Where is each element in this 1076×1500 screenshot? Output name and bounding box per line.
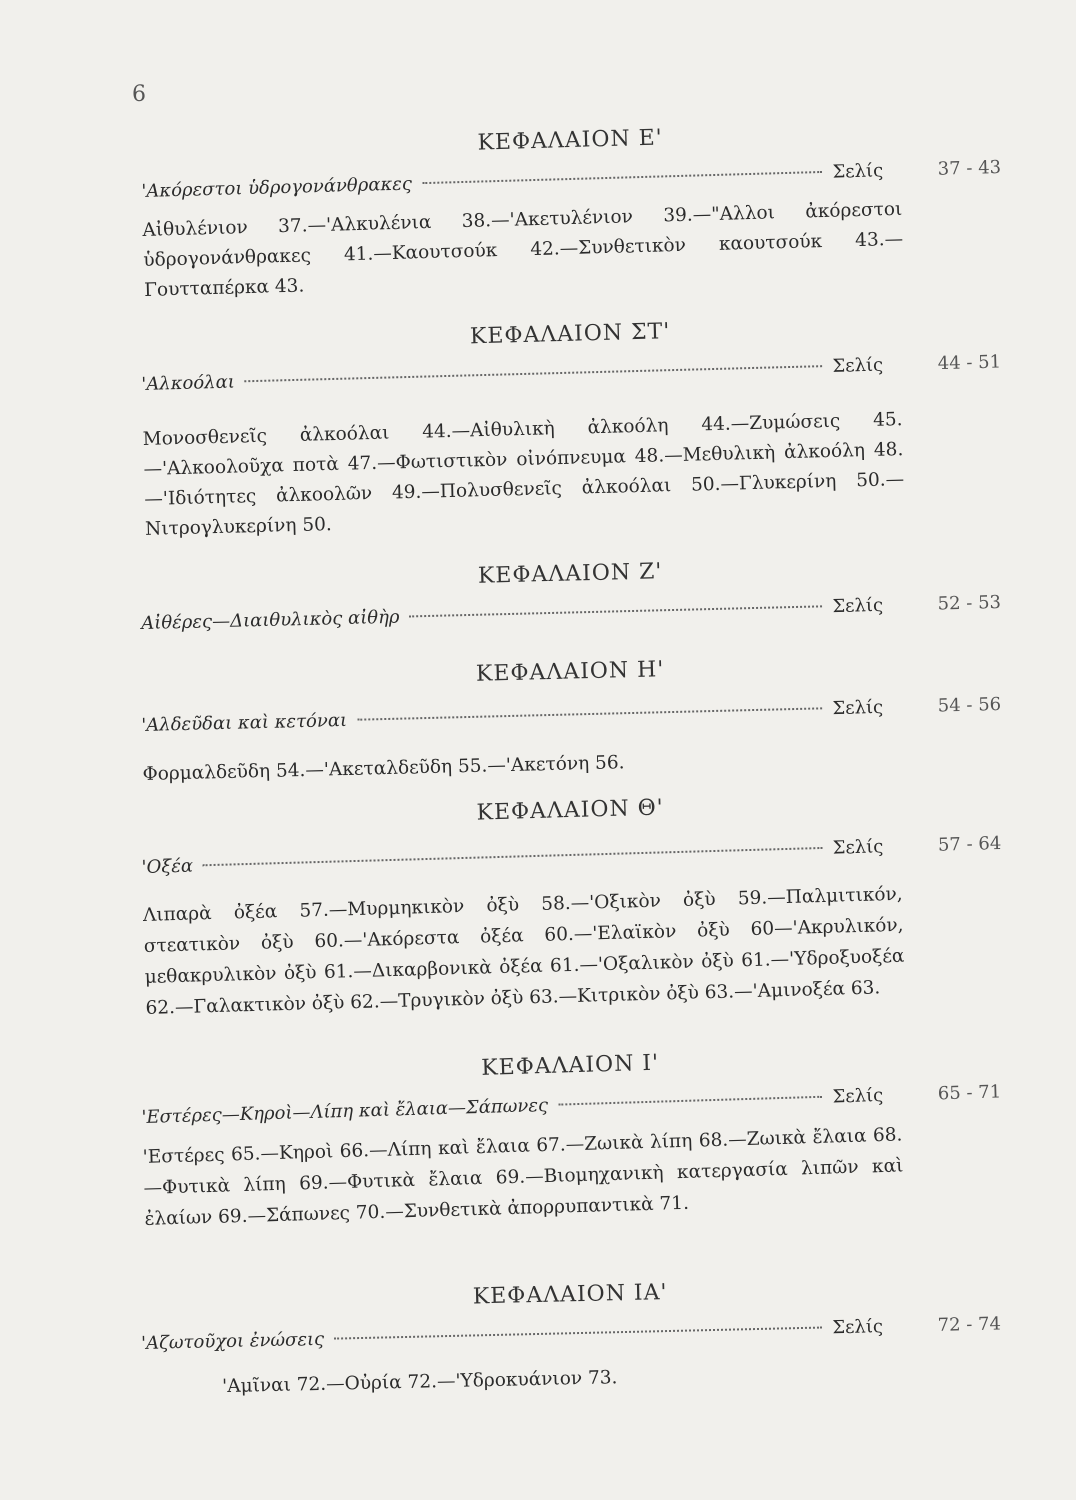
pages-range: 54 - 56 [937,693,1002,717]
entry-topic: 'Αζωτοῦχοι ἐνώσεις [140,1328,325,1354]
entry-body: 'Εστέρες 65.—Κηροὶ 66.—Λίπη καὶ ἔλαια 67.—Ζωικὰ λίπη 68.—Ζωικὰ ἔλαια 68.—Φυτικὰ λίπη 69.—Φυτικὰ ἔλαια 69.—Βιομηχανικὴ κατεργασία λιπῶν καὶ ἐλαίων 69.—Σάπωνες 70.—Συνθετικὰ ἀπορρυπαντικὰ 71. [142,1124,904,1230]
entry-body: Μονοσθενεῖς ἀλκοόλαι 44.—Αἰθυλικὴ ἀλκοόλη 44.—Ζυμώσεις 45.—'Αλκοολοῦχα ποτὰ 47.—Φωτιστικὸν οἰνόπνευμα 48.—Μεθυλικὴ ἀλκοόλη 48.—'Ιδιότητες ἀλκοολῶν 49.—Πολυσθενεῖς ἀλκοόλαι 50.—Γλυκερίνη 50.—Νιτρογλυκερίνη 50. [142,409,905,540]
chapter-title: ΚΕΦΑΛΑΙΟΝ Ε' [477,125,664,156]
pages-label: Σελίς [832,836,884,859]
chapter-ia [140,1272,1002,1403]
chapter-z [140,551,1001,634]
pages-label: Σελίς [832,354,884,377]
chapter-title: ΚΕΦΑΛΑΙΟΝ Η' [475,657,665,687]
chapter-title: ΚΕΦΑΛΑΙΟΝ Θ' [476,795,665,826]
dot-leader [422,171,823,184]
dot-leader [334,1327,822,1340]
entry-topic: Αἰθέρες—Διαιθυλικὸς αἰθὴρ [141,606,400,634]
pages-label: Σελίς [832,1084,884,1108]
entry-body: Αἰθυλένιον 37.—'Αλκυλένια 38.—'Ακετυλένιον 39.—"Αλλοι ἀκόρεστοι ὑδρογονάνθρακες 41.—Καουτσούκ 42.—Συνθετικὸν καουτσούκ 43.—Γουτταπέρκα 43. [142,198,904,301]
dot-leader [558,1096,823,1106]
chapter-th [140,786,1006,1024]
entry-topic: 'Οξέα [141,855,194,878]
chapter-title: ΚΕΦΑΛΑΙΟΝ Ι' [480,1050,660,1081]
page-number: 6 [132,82,146,107]
entry-body: Φορμαλδεῦδη 54.—'Ακεταλδεῦδη 55.—'Ακετόνη 56. [142,752,625,785]
toc-entry-line [141,833,1001,878]
dot-leader [409,605,822,617]
toc-entry-line [141,694,1001,736]
entry-topic: 'Αλκοόλαι [141,371,236,395]
pages-label: Σελίς [832,594,884,618]
pages-label: Σελίς [832,1316,884,1339]
dot-leader [203,847,823,866]
pages-range: 65 - 71 [937,1081,1002,1105]
pages-label: Σελίς [832,696,884,720]
toc-entry-line [141,351,1001,395]
pages-range: 44 - 51 [937,351,1002,375]
chapter-title: ΚΕΦΑΛΑΙΟΝ ΙΑ' [472,1280,668,1310]
entry-topic: 'Ακόρεστοι ὑδρογονάνθρακες [141,173,413,202]
toc-entry-line [141,592,1001,634]
dot-leader [245,365,823,382]
entry-topic: 'Αλδεῦδαι καὶ κετόναι [141,709,348,736]
pages-range: 37 - 43 [937,156,1002,180]
pages-label: Σελίς [832,160,884,183]
chapter-title: ΚΕΦΑΛΑΙΟΝ ΣΤ' [469,319,671,350]
entry-body: 'Αμῖναι 72.—Οὐρία 72.—'Υδροκυάνιον 73. [221,1367,618,1398]
chapter-e [140,116,1004,306]
toc-entry-line [141,1313,1001,1354]
chapter-title: ΚΕΦΑΛΑΙΟΝ Ζ' [477,559,663,589]
pages-range: 57 - 64 [937,832,1002,856]
pages-range: 72 - 74 [937,1313,1002,1336]
dot-leader [357,707,823,720]
entry-body: Λιπαρὰ ὀξέα 57.—Μυρμηκικὸν ὀξὺ 58.—'Οξικὸν ὀξὺ 59.—Παλμιτικόν, στεατικὸν ὀξὺ 60.—'Ακόρεστα ὀξέα 60.—'Ελαϊκὸν ὀξὺ 60—'Ακρυλικόν, μεθακρυλικὸν ὀξὺ 61.—Δικαρβονικὰ ὀξέα 61.—'Οξαλικὸν ὀξὺ 61.—'Υδροξυοξέα 62.—Γαλακτικὸν ὀξὺ 62.—Τρυγικὸν ὀξὺ 63.—Κιτρικὸν ὀξὺ 63.—'Αμινοξέα 63. [142,883,905,1019]
pages-range: 52 - 53 [937,591,1002,615]
chapter-i [140,1040,1005,1234]
chapter-h [140,649,1003,790]
chapter-st [140,310,1005,544]
entry-topic: 'Εστέρες—Κηροὶ—Λίπη καὶ ἔλαια—Σάπωνες [141,1094,549,1128]
